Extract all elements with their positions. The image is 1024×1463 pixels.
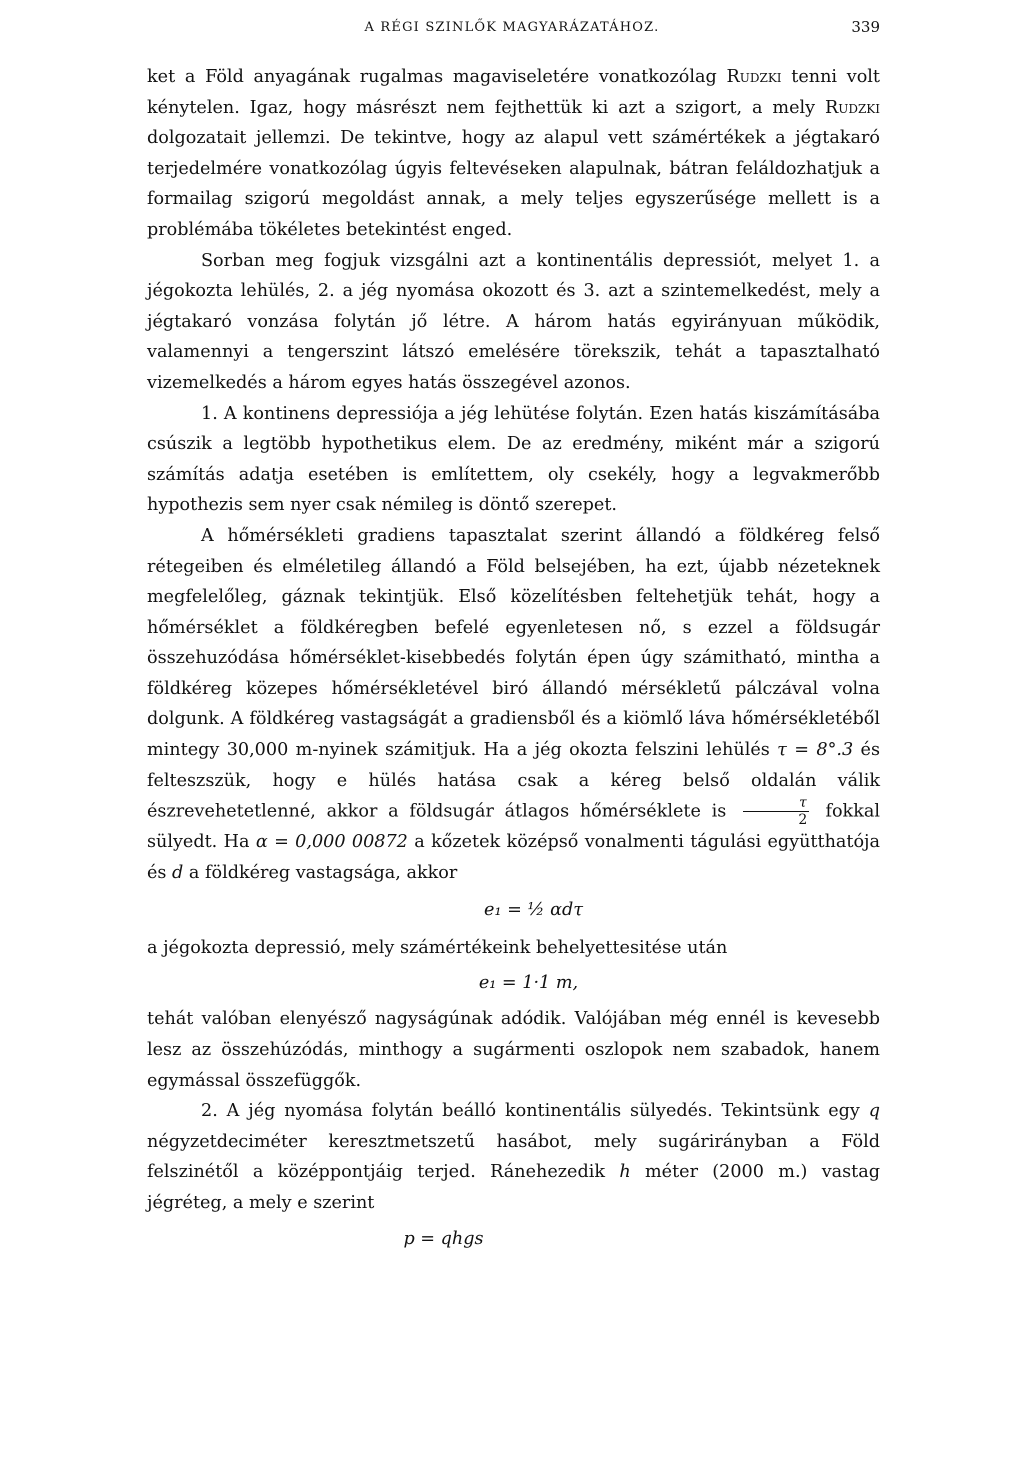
page-number: 339 [851, 18, 880, 36]
text-span: a földkéreg vastagsága, akkor [183, 862, 458, 883]
paragraph-3: 1. A kontinens depressiója a jég lehütése folytán. Ezen hatás kiszámításába csúszik a legtöbb hypothetikus elem. De az eredmény, miként már a szigorú számítás adatja esetében is említettem, oly csekély, hogy a legvakmerőbb hypothezis sem nyer csak némileg is döntő szerepet. [147, 403, 880, 516]
paragraph-5: a jégokozta depressió, mely számértékeink behelyettesitése után [147, 938, 728, 959]
alpha-equation: α = 0,000 00872 [255, 832, 408, 853]
variable-d: d [172, 862, 184, 883]
text-span: négyzetdeciméter keresztmetszetű hasábot, mely sugárirányban a Föld felszinétől a középpontjáig terjed. Ránehezedik [147, 1131, 880, 1183]
text-span: tenni volt kénytelen. Igaz, hogy másrészt nem fejthettük ki azt a szigort, a mely [147, 67, 880, 118]
running-title: A RÉGI SZINLŐK MAGYARÁZATÁHOZ. [364, 20, 660, 35]
text-span: 2. A jég nyomása folytán beálló kontinentális sülyedés. Tekintsünk egy [201, 1101, 869, 1122]
text-span: méter (2000 m.) vastag jégréteg, a mely e szerint [147, 1162, 880, 1213]
variable-q: q [868, 1101, 880, 1122]
text-span: a kőzetek középső vonalmenti tágulási együtthatója és [147, 832, 880, 883]
paragraph-7 [147, 1096, 880, 1218]
equation-1: e₁ = ½ αdτ [484, 899, 583, 920]
tau-equation: τ = 8°.3 [777, 740, 854, 761]
equation-3: p = qhgs [403, 1229, 484, 1250]
equation-2: e₁ = 1·1 m, [478, 972, 579, 993]
text-span: fokkal sülyedt. Ha [147, 801, 880, 853]
text-span: ket a Föld anyagának rugalmas magaviseletére vonatkozólag [147, 67, 727, 87]
paragraph-4 [147, 521, 880, 889]
paragraph-1 [147, 62, 880, 246]
fraction-numerator: τ [743, 796, 809, 812]
variable-h: h [619, 1162, 631, 1183]
fraction-denominator: 2 [798, 812, 808, 829]
author-name: Rudzki [726, 67, 782, 87]
paragraph-6: tehát valóban elenyésző nagyságúnak adódik. Valójában még ennél is kevesebb lesz az összehúzódás, minthogy a sugármenti oszlopok nem szabadok, hanem egymással összefüggők. [147, 1009, 880, 1091]
page-header [0, 18, 1024, 42]
fraction-tau-half [743, 796, 809, 827]
author-name: Rudzki [824, 97, 880, 118]
text-span: dolgozatait jellemzi. De tekintve, hogy az alapul vett számértékek a jégtakaró terjedelmére vonatkozólag úgyis feltevéseken alapulnak, bátran feláldozhatjuk a formailag szigorú megoldást annak, a mely teljes egyszerűsége mellett is a problémába tökéletes betekintést enged. [147, 128, 880, 240]
paragraph-2: Sorban meg fogjuk vizsgálni azt a kontinentális depressiót, melyet 1. a jégokozta lehülés, 2. a jég nyomása okozott és 3. azt a szintemelkedést, mely a jégtakaró vonzása folytán jő létre. A három hatás egyirányuan működik, valamennyi a tengerszint látszó emelésére törekszik, tehát a tapasztalható vizemelkedés a három egyes hatás összegével azonos. [147, 250, 880, 393]
text-span: A hőmérsékleti gradiens tapasztalat szerint állandó a földkéreg felső rétegeiben és elméletileg állandó a Föld belsejében, ha ezt, újabb nézeteknek megfelelőleg, gáznak tekintjük. Első közelítésben feltehetjük tehát, hogy a hőmérséklet a földkéregben befelé egyenletesen nő, s ezzel a földsugár összehuzódása hőmérséklet-kisebbedés folytán épen úgy számitható, mintha a földkéreg közepes hőmérsékletével biró állandó mérsékletű pálczával volna dolgunk. A földkéreg vastagságát a gradiensből és a kiömlő láva hőmérsékletéből mintegy 30,000 m-nyinek számitjuk. Ha a jég okozta felszini lehülés [147, 525, 880, 761]
text-span: és felteszszük, hogy e hülés hatása csak a kéreg belső oldalán válik észrevehetetlenné, akkor a földsugár átlagos hőmérséklete is [147, 740, 880, 822]
body-text [147, 62, 880, 1255]
